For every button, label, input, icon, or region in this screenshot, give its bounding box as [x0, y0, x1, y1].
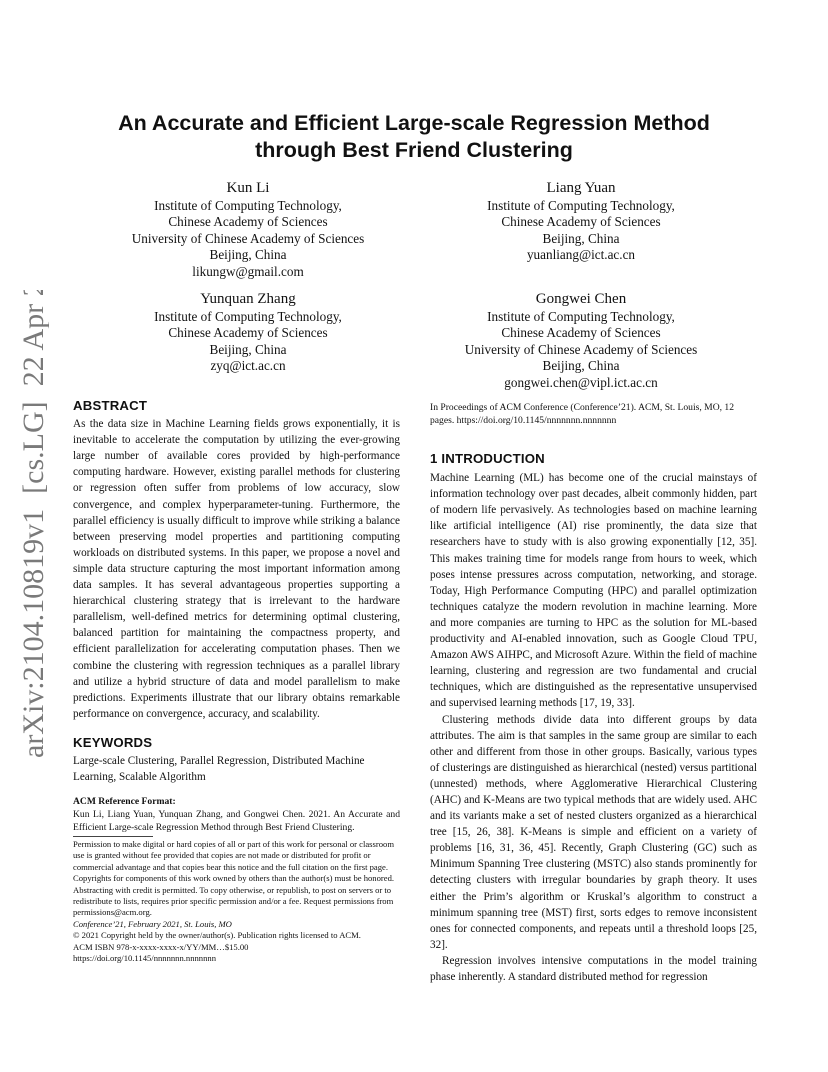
author-name: Liang Yuan: [546, 180, 616, 196]
introduction-paragraph-2: Clustering methods divide data into different groups by data attributes. The aim is that samples in the same group are similar to each other and different from those in other groups. Basically, various types of clusterings are distinguished as hierarchical (nested) versus partitional (unnested) methods, where Agglomerative Hierarchical Clustering (AHC) and K-Means are two typical methods that are widely used. AHC and its variants make a set of nested clusters organized as a hierarchical tree [15, 26, 38]. K-Means is simple and efficient on a variety of problems [16, 31, 36, 45]. Recently, Graph Clustering (GC) such as Minimum Spanning Tree clustering (MSTC) also stands prominently for detecting clusters with irregular boundaries by graph theory. It uses either the Prim’s algorithm or Kruskal’s algorithm to construct a minimum spanning tree (MST) first, sorts edges to remove inconsistent ones for connected components, and repeats until a threshold loops [25, 32].: [430, 713, 757, 951]
title-line-2: through Best Friend Clustering: [255, 138, 573, 162]
abstract-body: As the data size in Machine Learning fields grows exponentially, it is inevitable to accelerate the computation by utilizing the ever-growing large number of available cores provided by high-performance computing hardware. However, existing parallel methods for clustering or regression often suffer from problems of low accuracy, slow convergence, and complex hyperparameter-tuning. Furthermore, the parallel efficiency is usually difficult to improve while striking a balance between preserving model properties and partitioning computing workloads on distributed systems. In this paper, we propose a novel and simple data structure capturing the most important information among data samples. It has several advantageous properties supporting a hierarchical clustering strategy that is irrelevant to the hardware parallelism, well-defined metrics for determining optimal clustering, balanced partition for maintaining the compactness property, and efficient parallelization for accelerating computation phases. Then we combine the clustering with regression techniques as a parallel library and utilize a hybrid structure of data and model parallelism to make predictions. Experiments illustrate that our library obtains remarkable performance on convergence, accuracy, and scalability.: [73, 418, 400, 720]
keywords-heading: KEYWORDS: [73, 734, 153, 750]
acm-reference-heading: ACM Reference Format:: [73, 796, 176, 808]
permission-notice: Permission to make digital or hard copies of all or part of this work for personal or classroom use is granted without fee provided that copies are not made or distributed for profit or commercial advantage and that copies bear this notice and the full citation on the first page. Copyrights for components of this work owned by others than the author(s) must be honored. Abstracting with credit is permitted. To copy otherwise, or republish, to post on servers or to redistribute to lists, requires prior specific permission and/or a fee. Request permissions from permissions@acm.org.: [73, 839, 395, 918]
author-affiliation: Chinese Academy of Sciences: [501, 325, 661, 341]
arxiv-side-stamp: [9, 290, 49, 760]
acm-reference-body: Kun Li, Liang Yuan, Yunquan Zhang, and Gongwei Chen. 2021. An Accurate and Efficient Large-scale Regression Method through Best Friend Clustering.: [73, 809, 400, 834]
author-email: yuanliang@ict.ac.cn: [526, 247, 636, 263]
doi-link[interactable]: https://doi.org/10.1145/nnnnnnn.nnnnnnn: [73, 953, 216, 964]
author-affiliation: Institute of Computing Technology,: [154, 309, 342, 324]
permission-footnote: [73, 839, 400, 964]
conference-line: Conference’21, February 2021, St. Louis, MO: [73, 918, 232, 929]
author-affiliation: University of Chinese Academy of Sciences: [464, 341, 698, 357]
author-block-3: [98, 289, 398, 375]
author-affiliation: Institute of Computing Technology,: [487, 198, 675, 213]
footnote-divider: [73, 836, 153, 837]
keywords-body: Large-scale Clustering, Parallel Regression, Distributed Machine Learning, Scalable Algorithm: [73, 754, 365, 784]
author-block-1: [98, 178, 398, 280]
introduction-paragraph-1: Machine Learning (ML) has become one of the crucial mainstays of information technology over past decades, albeit commonly hidden, part of modern life pervasively. As technologies based on machine learning like artificial intelligence (AI) rise prominently, the data size that researchers have to study with is also growing exponentially [12, 35]. This makes training time for models range from hours to week, which poses intense pressures across computation, networking, and storage. Today, High Performance Computing (HPC) and parallel optimization techniques catalyze the modern revolution in machine learning. More and more companies are turning to HPC as the solution for ML-based productivity and AI-enabled innovation, such as Google Cloud TPU, Amazon AWS AIHPC, and Microsoft Azure. Within the field of machine learning, clustering and regression are two fundamental and crucial techniques, which are distinguished as the representative unsupervised and supervised learning methods [17, 19, 33].: [430, 472, 757, 710]
author-block-4: [431, 289, 731, 391]
left-column: [73, 398, 400, 834]
author-name: Yunquan Zhang: [200, 291, 296, 307]
author-affiliation: Institute of Computing Technology,: [487, 309, 675, 324]
copyright-line: © 2021 Copyright held by the owner/author(s). Publication rights licensed to ACM.: [73, 930, 361, 941]
right-column: [430, 451, 757, 985]
author-affiliation: Chinese Academy of Sciences: [168, 214, 328, 230]
author-location: Beijing, China: [209, 247, 287, 263]
introduction-paragraph-3: Regression involves intensive computations in the model training phase inherently. A standard distributed method for regression: [430, 954, 757, 983]
author-location: Beijing, China: [542, 230, 620, 246]
author-email: gongwei.chen@vipl.ict.ac.cn: [504, 374, 658, 390]
introduction-heading: 1 INTRODUCTION: [430, 451, 545, 466]
acm-reference-continued: In Proceedings of ACM Conference (Conference’21). ACM, St. Louis, MO, 12 pages. https://doi.org/10.1145/nnnnnnn.nnnnnnn: [430, 402, 735, 426]
author-affiliation: University of Chinese Academy of Sciences: [131, 230, 365, 246]
author-location: Beijing, China: [209, 341, 287, 357]
author-email: zyq@ict.ac.cn: [210, 358, 286, 374]
abstract-heading: ABSTRACT: [73, 398, 148, 413]
author-name: Kun Li: [226, 180, 270, 196]
author-name: Gongwei Chen: [535, 291, 627, 307]
arxiv-identifier: arXiv:2104.10819v1 [cs.LG] 22 Apr 2021: [17, 290, 49, 758]
paper-title: [60, 110, 768, 164]
title-line-1: An Accurate and Efficient Large-scale Regression Method: [118, 111, 710, 135]
author-email: likungw@gmail.com: [192, 263, 304, 279]
isbn-line: ACM ISBN 978-x-xxxx-xxxx-x/YY/MM…$15.00: [73, 941, 249, 952]
author-block-2: [431, 178, 731, 264]
author-affiliation: Chinese Academy of Sciences: [168, 325, 328, 341]
author-affiliation: Chinese Academy of Sciences: [501, 214, 661, 230]
author-affiliation: Institute of Computing Technology,: [154, 198, 342, 213]
author-location: Beijing, China: [542, 358, 620, 374]
